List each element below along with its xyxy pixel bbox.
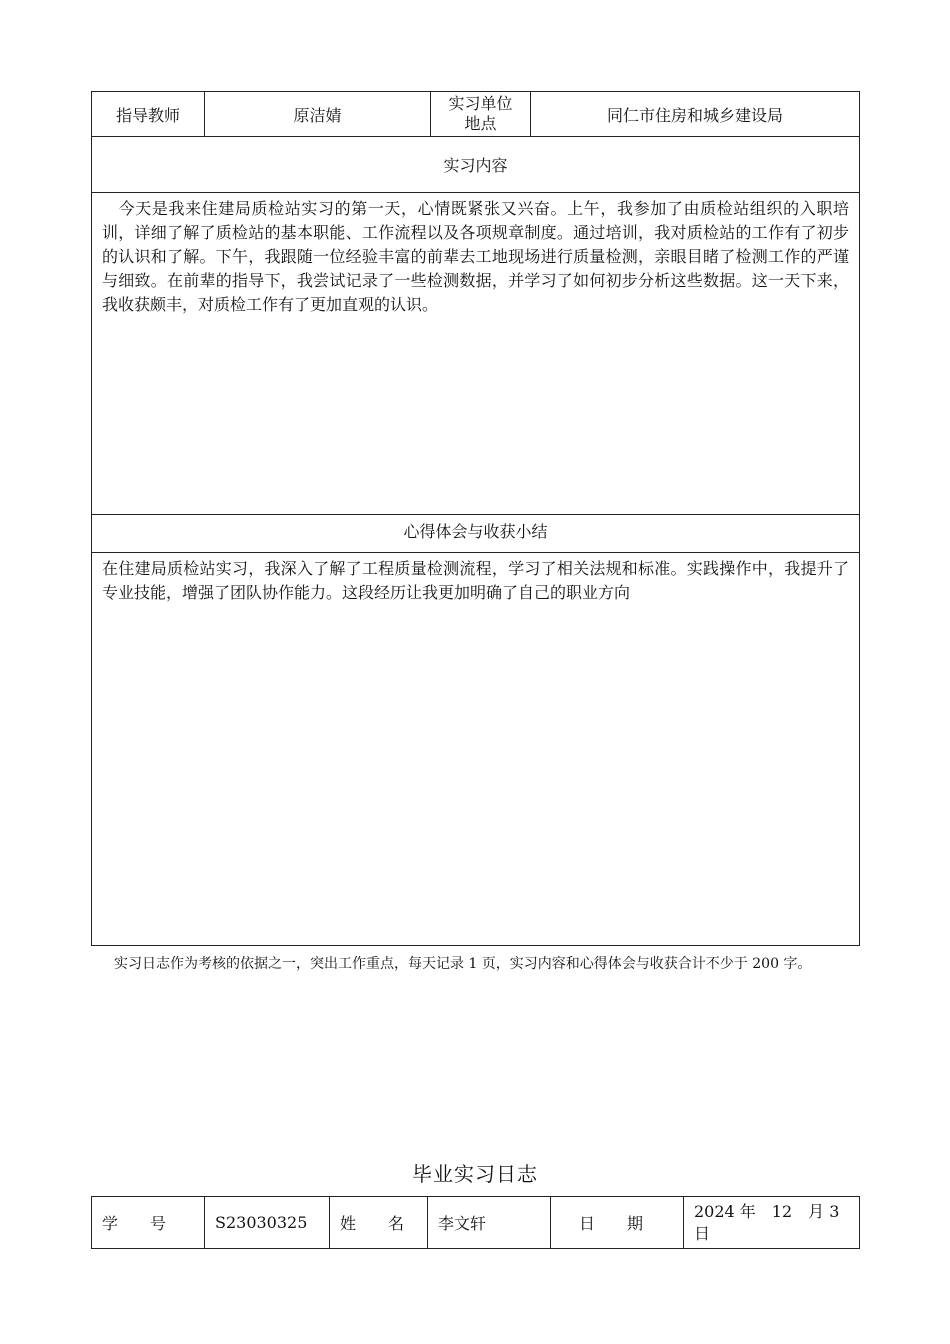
unit-label: 实习单位 地点 bbox=[431, 92, 531, 137]
content-text: 今天是我来住建局质检站实习的第一天，心情既紧张又兴奋。上午，我参加了由质检站组织的入职培训，详细了解了质检站的基本职能、工作流程以及各项规章制度。通过培训，我对质检站的工作有了初步的认识和了解。下午，我跟随一位经验丰富的前辈去工地现场进行质量检测，亲眼目睹了检测工作的严谨与细致。在前辈的指导下，我尝试记录了一些检测数据，并学习了如何初步分析这些数据。这一天下来，我收获颇丰，对质检工作有了更加直观的认识。 bbox=[92, 193, 860, 515]
content-heading: 实习内容 bbox=[92, 137, 860, 193]
student-name: 李文轩 bbox=[428, 1197, 551, 1249]
advisor-label: 指导教师 bbox=[92, 92, 205, 137]
student-id-label: 学 号 bbox=[92, 1197, 205, 1249]
summary-body-row bbox=[92, 553, 860, 946]
header-row bbox=[92, 92, 860, 137]
student-id: S23030325 bbox=[205, 1197, 330, 1249]
log-table bbox=[91, 91, 860, 946]
info-table bbox=[91, 1196, 860, 1249]
summary-heading-row bbox=[92, 515, 860, 553]
name-label: 姓 名 bbox=[330, 1197, 428, 1249]
info-row bbox=[92, 1197, 860, 1249]
date-value: 2024 年 12 月 3 日 bbox=[684, 1197, 860, 1249]
summary-heading: 心得体会与收获小结 bbox=[92, 515, 860, 553]
content-body-row bbox=[92, 193, 860, 515]
summary-text: 在住建局质检站实习，我深入了解了工程质量检测流程，学习了相关法规和标准。实践操作中，我提升了专业技能，增强了团队协作能力。这段经历让我更加明确了自己的职业方向 bbox=[92, 553, 860, 946]
unit-value: 同仁市住房和城乡建设局 bbox=[531, 92, 860, 137]
footnote: 实习日志作为考核的依据之一，突出工作重点，每天记录 1 页，实习内容和心得体会与收获合计不少于 200 字。 bbox=[114, 956, 812, 972]
next-page-title: 毕业实习日志 bbox=[412, 1162, 538, 1186]
advisor-name: 原洁婧 bbox=[205, 92, 431, 137]
date-label: 日 期 bbox=[551, 1197, 684, 1249]
content-heading-row bbox=[92, 137, 860, 193]
